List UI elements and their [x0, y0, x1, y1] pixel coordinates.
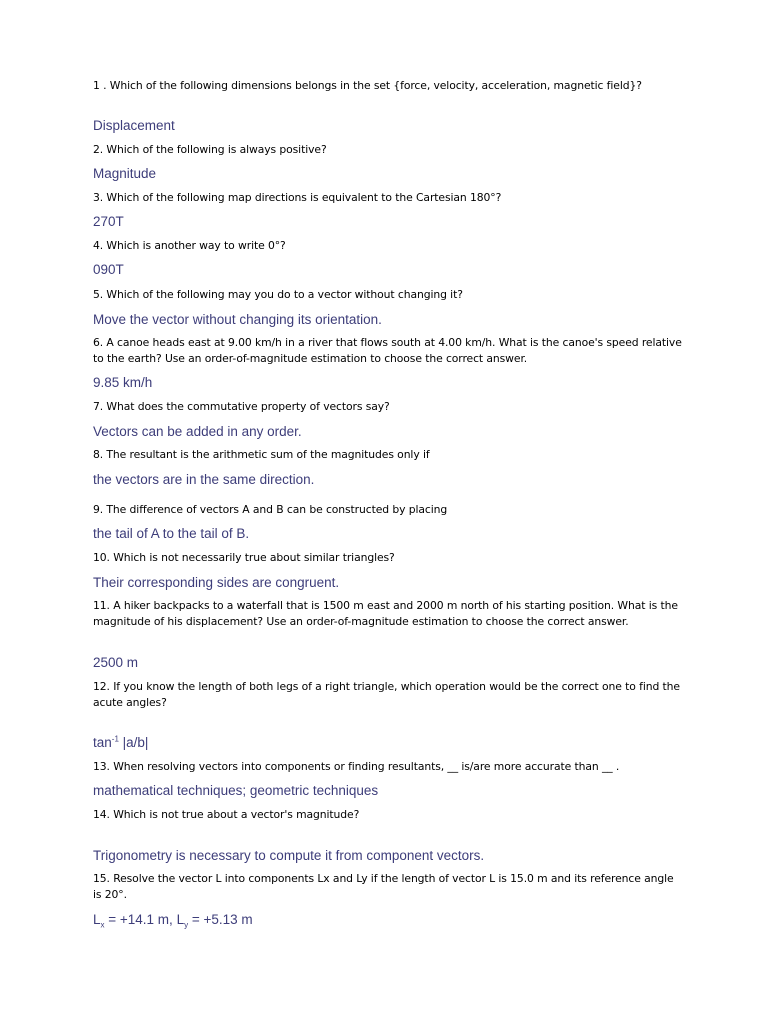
question-14: 14. Which is not true about a vector's magnitude?: [93, 808, 360, 821]
question-8: 8. The resultant is the arithmetic sum of the magnitudes only if: [93, 448, 430, 461]
question-11: 11. A hiker backpacks to a waterfall that is 1500 m east and 2000 m north of his starting position. What is the magnitude of his displacement? Use an order-of-magnitude estimation to choose the correct answer.: [93, 599, 678, 628]
question-3: 3. Which of the following map directions is equivalent to the Cartesian 180°?: [93, 191, 502, 204]
question-6: 6. A canoe heads east at 9.00 km/h in a river that flows south at 4.00 km/h. What is the canoe's speed relative to the earth? Use an order-of-magnitude estimation to choose the correct answer.: [93, 336, 682, 365]
answer-12-superscript: -1: [111, 734, 119, 744]
answer-1: Displacement: [93, 118, 175, 133]
question-1: 1 . Which of the following dimensions belongs in the set {force, velocity, acceleration, magnetic field}?: [93, 79, 642, 92]
question-13: 13. When resolving vectors into components or finding resultants, __ is/are more accurate than __ .: [93, 760, 620, 773]
answer-15: [93, 911, 693, 928]
answer-15-lx-symbol: L: [93, 912, 101, 927]
answer-12-rest: |a/b|: [118, 735, 149, 750]
answer-9: the tail of A to the tail of B.: [93, 526, 250, 541]
answer-14: Trigonometry is necessary to compute it from component vectors.: [93, 848, 485, 863]
answer-6: 9.85 km/h: [93, 375, 153, 390]
answer-11: 2500 m: [93, 655, 139, 670]
answer-12-base: tan: [93, 735, 112, 750]
answer-15-lx-value: = +14.1 m,: [104, 912, 177, 927]
question-10: 10. Which is not necessarily true about similar triangles?: [93, 551, 395, 564]
question-9: 9. The difference of vectors A and B can be constructed by placing: [93, 503, 448, 516]
answer-10: Their corresponding sides are congruent.: [93, 575, 340, 590]
answer-12: [93, 734, 693, 751]
question-15: 15. Resolve the vector L into components Lx and Ly if the length of vector L is 15.0 m and its reference angle is 20°.: [93, 872, 674, 901]
answer-7: Vectors can be added in any order.: [93, 424, 302, 439]
answer-15-ly-subscript: y: [184, 920, 189, 930]
answer-3: 270T: [93, 214, 124, 229]
answer-4: 090T: [93, 262, 124, 277]
answer-15-ly-value: = +5.13 m: [188, 912, 253, 927]
answer-5: Move the vector without changing its orientation.: [93, 312, 382, 327]
question-5: 5. Which of the following may you do to a vector without changing it?: [93, 288, 463, 301]
question-7: 7. What does the commutative property of vectors say?: [93, 400, 390, 413]
answer-13: mathematical techniques; geometric techniques: [93, 783, 379, 798]
answer-15-lx-subscript: x: [100, 920, 105, 930]
question-12: 12. If you know the length of both legs of a right triangle, which operation would be the correct one to find the acute angles?: [93, 680, 680, 709]
question-4: 4. Which is another way to write 0°?: [93, 239, 286, 252]
answer-2: Magnitude: [93, 166, 157, 181]
question-2: 2. Which of the following is always positive?: [93, 143, 327, 156]
answer-15-ly-symbol: L: [176, 912, 185, 927]
answer-8: the vectors are in the same direction.: [93, 472, 315, 487]
